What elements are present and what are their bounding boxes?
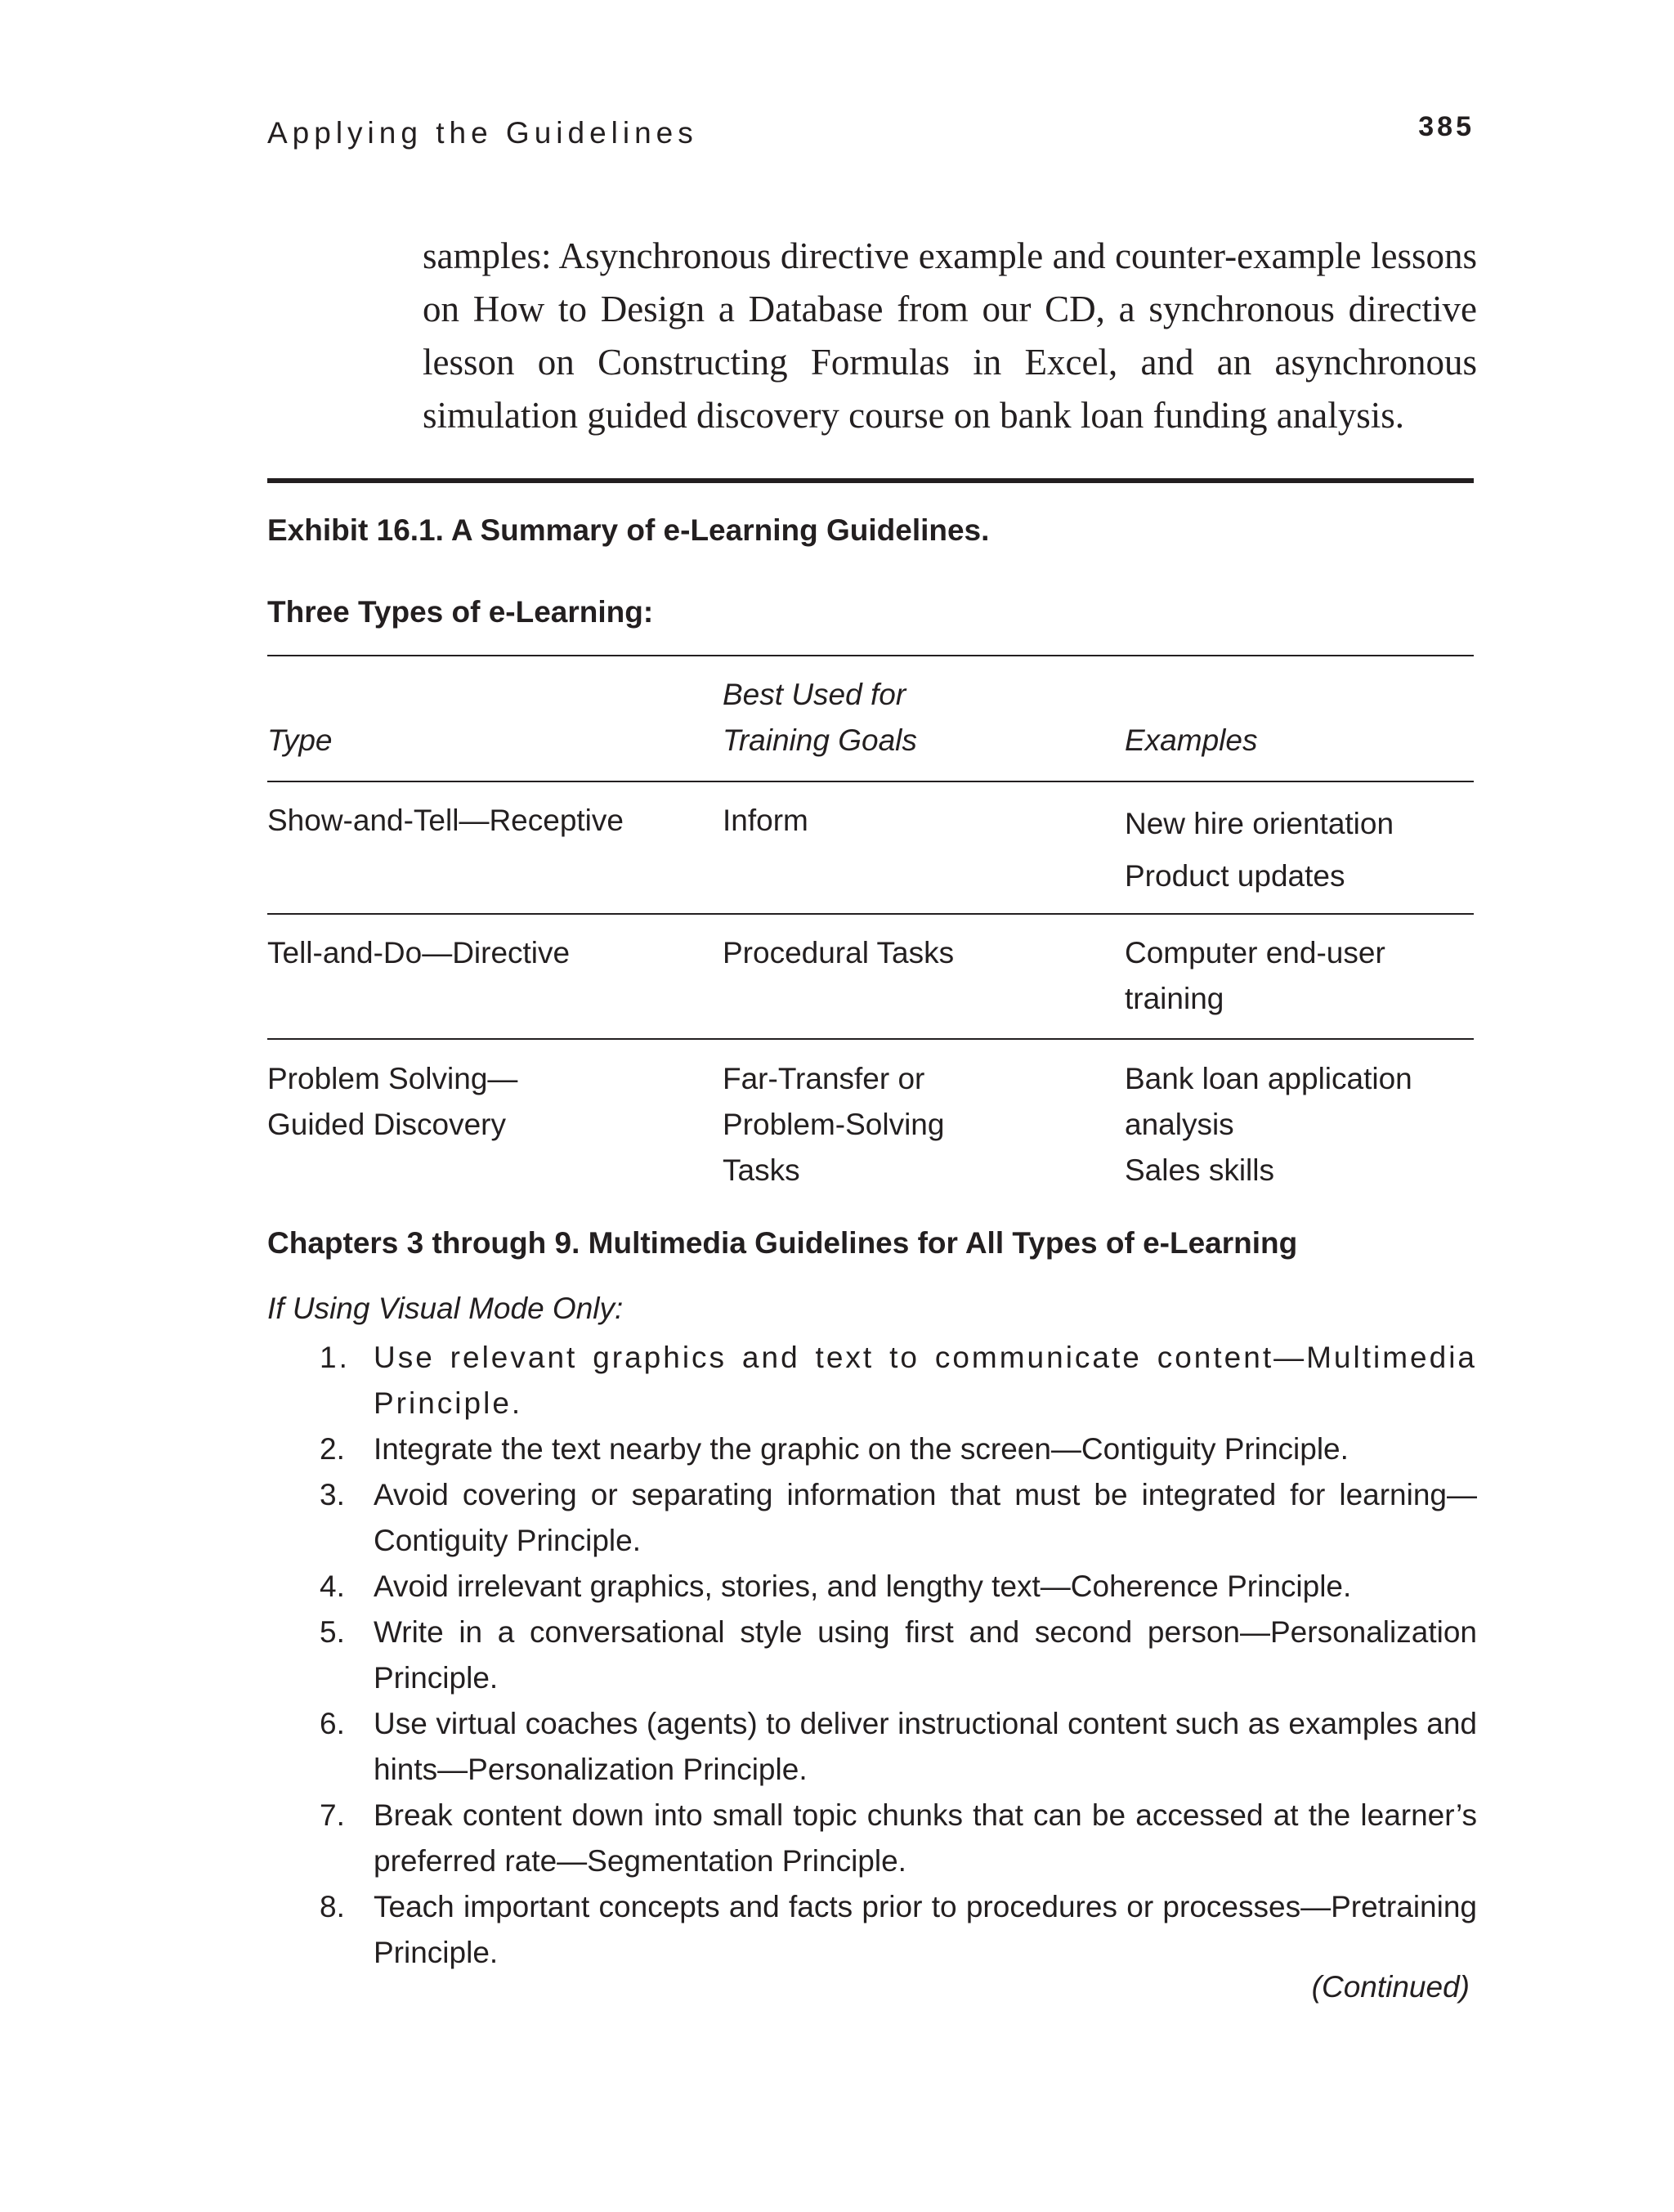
- list-item: [267, 1472, 1477, 1564]
- row-2-example-line: Computer end-user: [1125, 936, 1385, 969]
- guideline-text: Integrate the text nearby the graphic on the screen—Contiguity Principle.: [374, 1432, 1349, 1466]
- continued-label: (Continued): [1311, 1970, 1470, 2004]
- row-2-type-line: Tell-and-Do—Directive: [267, 936, 571, 969]
- row-3-type: [267, 1056, 692, 1148]
- column-header-goals-line1: Best Used for: [723, 678, 906, 711]
- column-header-goals: [723, 672, 1115, 763]
- exhibit-title: Exhibit 16.1. A Summary of e-Learning Guidelines.: [267, 513, 990, 547]
- guideline-text: Teach important concepts and facts prior to procedures or processes—Pretraining Principle.: [374, 1890, 1477, 1969]
- guideline-text: Use virtual coaches (agents) to deliver instructional content such as examples and hints—Personalization Principle.: [374, 1707, 1477, 1786]
- row-3-type-line: Guided Discovery: [267, 1108, 507, 1141]
- guideline-number: 8.: [320, 1890, 345, 1923]
- list-item: [267, 1426, 1477, 1472]
- column-header-type: Type: [267, 723, 333, 757]
- row-3-goals: [723, 1056, 1115, 1193]
- exhibit-top-rule: [267, 478, 1474, 483]
- guideline-text: Break content down into small topic chunks that can be accessed at the learner’s preferred rate—Segmentation Principle.: [374, 1798, 1477, 1878]
- list-item: [267, 1610, 1477, 1701]
- column-header-goals-line2: Training Goals: [723, 723, 917, 757]
- row-1-example-line: Product updates: [1125, 859, 1345, 893]
- row-3-goals-line: Tasks: [723, 1153, 800, 1187]
- row-2-type: [267, 930, 692, 976]
- column-header-examples: Examples: [1125, 723, 1258, 757]
- list-item: [267, 1793, 1477, 1884]
- row-2-example-line: training: [1125, 982, 1224, 1015]
- multimedia-heading: Chapters 3 through 9. Multimedia Guidelines for All Types of e-Learning: [267, 1226, 1298, 1260]
- list-item: [267, 1884, 1477, 1976]
- guideline-number: 1.: [320, 1341, 350, 1374]
- visual-mode-label: If Using Visual Mode Only:: [267, 1292, 624, 1325]
- guideline-number: 6.: [320, 1707, 345, 1740]
- intro-paragraph: samples: Asynchronous directive example and counter-example lessons on How to Design a Database from our CD, a synchronous directive lesson on Constructing Formulas in Excel, and an asynchronous simulation guided discovery course on bank loan funding analysis.: [423, 235, 1477, 436]
- row-2-goals-line: Procedural Tasks: [723, 936, 955, 969]
- row-1-type: [267, 798, 692, 844]
- guideline-text: Avoid covering or separating information that must be integrated for learning—Contiguity Principle.: [374, 1478, 1477, 1557]
- row-3-example-line: analysis: [1125, 1108, 1234, 1141]
- row-3-type-line: Problem Solving—: [267, 1062, 518, 1095]
- list-item: [267, 1701, 1477, 1793]
- guideline-list: [267, 1335, 1477, 1976]
- row-1-examples: [1125, 798, 1484, 902]
- row-2-goals: [723, 930, 1115, 976]
- page-number: 385: [1418, 111, 1475, 142]
- row-3-example-line: Bank loan application: [1125, 1062, 1412, 1095]
- row-3-goals-line: Far-Transfer or: [723, 1062, 925, 1095]
- guideline-text: Use relevant graphics and text to communicate content—Multimedia Principle.: [374, 1341, 1477, 1420]
- row-1-type-line: Show-and-Tell—Receptive: [267, 804, 624, 837]
- list-item: [267, 1564, 1477, 1610]
- guideline-number: 4.: [320, 1569, 345, 1603]
- running-head: Applying the Guidelines: [267, 116, 698, 150]
- types-heading: Three Types of e-Learning:: [267, 595, 654, 629]
- guideline-text: Avoid irrelevant graphics, stories, and lengthy text—Coherence Principle.: [374, 1569, 1352, 1603]
- guideline-number: 2.: [320, 1432, 345, 1466]
- row-2-rule: [267, 1038, 1474, 1040]
- row-1-goals: [723, 798, 1115, 844]
- row-3-goals-line: Problem-Solving: [723, 1108, 945, 1141]
- row-1-example-line: New hire orientation: [1125, 807, 1394, 840]
- row-3-example-line: Sales skills: [1125, 1153, 1274, 1187]
- row-2-examples: [1125, 930, 1484, 1022]
- guideline-number: 5.: [320, 1615, 345, 1649]
- list-item: [267, 1335, 1477, 1426]
- guideline-text: Write in a conversational style using first and second person—Personalization Principle.: [374, 1615, 1477, 1695]
- row-1-rule: [267, 913, 1474, 915]
- guideline-number: 3.: [320, 1478, 345, 1511]
- table-top-rule: [267, 655, 1474, 656]
- guideline-number: 7.: [320, 1798, 345, 1832]
- row-1-goals-line: Inform: [723, 804, 808, 837]
- table-header-rule: [267, 781, 1474, 782]
- row-3-examples: [1125, 1056, 1484, 1193]
